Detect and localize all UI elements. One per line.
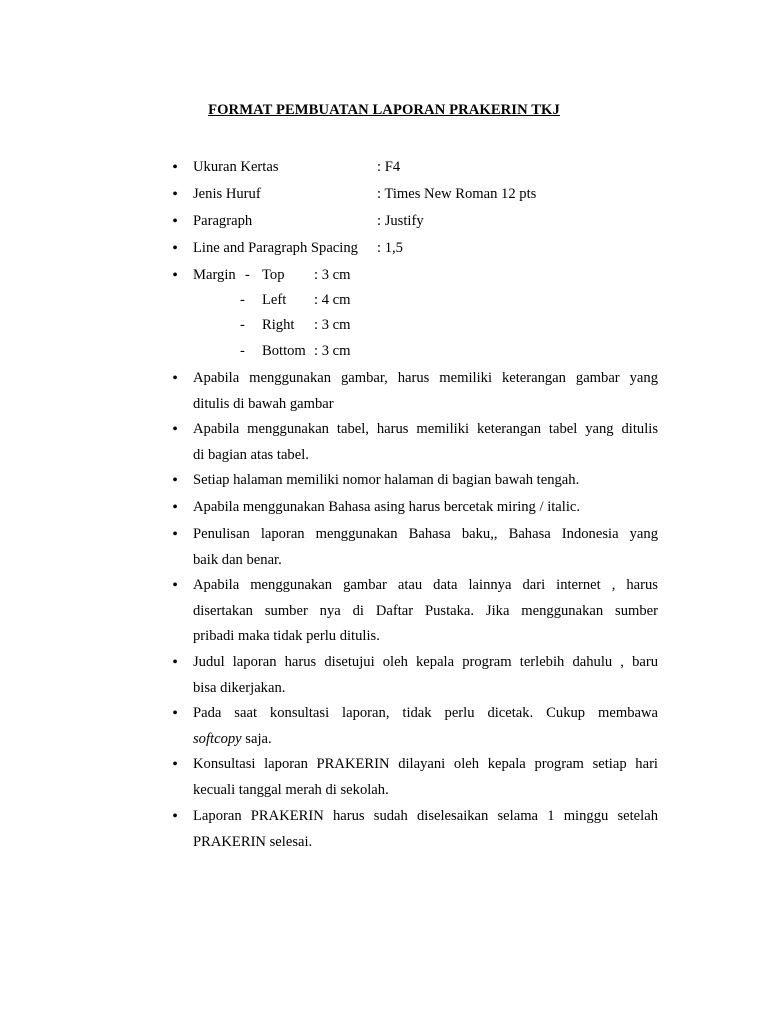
rule-line: Apabila menggunakan tabel, harus memiliki keterangan tabel yang ditulis [193, 421, 658, 437]
rule-text [193, 701, 658, 752]
bullet-icon: • [172, 240, 178, 257]
rule-line [193, 727, 658, 753]
rule-line: Penulisan laporan menggunakan Bahasa baku,, Bahasa Indonesia yang [193, 526, 658, 542]
margin-value: : 4 cm [314, 292, 351, 308]
spec-label: Line and Paragraph Spacing [193, 240, 358, 256]
bullet-icon: • [172, 267, 178, 284]
rule-text [193, 522, 658, 573]
margin-name: Top [262, 267, 285, 283]
bullet-icon: • [172, 577, 178, 594]
margin-name: Bottom [262, 343, 306, 359]
rule-line: Setiap halaman memiliki nomor halaman di bagian bawah tengah. [193, 472, 580, 488]
spec-value: : F4 [377, 159, 401, 175]
bullet-icon: • [172, 499, 178, 516]
bullet-icon: • [172, 526, 178, 543]
rule-text [193, 573, 658, 650]
bullet-icon: • [172, 472, 178, 489]
rule-line: Apabila menggunakan gambar atau data lainnya dari internet , harus [193, 577, 658, 593]
rule-line: pribadi maka tidak perlu ditulis. [193, 628, 380, 644]
document-title: FORMAT PEMBUATAN LAPORAN PRAKERIN TKJ [208, 102, 560, 118]
rule-line: baik dan benar. [193, 551, 282, 568]
bullet-icon: • [172, 370, 178, 387]
rule-line-rest: saja. [241, 730, 272, 747]
bullet-icon: • [172, 186, 178, 203]
bullet-icon: • [172, 421, 178, 438]
rule-line: ditulis di bawah gambar [193, 395, 334, 412]
rule-line: Apabila menggunakan gambar, harus memiliki keterangan gambar yang [193, 370, 658, 386]
spec-value: : 1,5 [377, 240, 403, 256]
margin-name: Left [262, 292, 287, 308]
rule-text [193, 366, 658, 417]
margin-value: : 3 cm [314, 343, 351, 359]
spec-label: Ukuran Kertas [193, 159, 279, 175]
bullet-icon: • [172, 705, 178, 722]
rule-text [193, 417, 658, 468]
rule-text [193, 468, 658, 494]
spec-value: : Justify [377, 213, 424, 229]
rule-italic-word: softcopy [193, 730, 242, 747]
bullet-icon: • [172, 159, 178, 176]
margin-dash: - [240, 292, 245, 308]
rule-text [193, 650, 658, 701]
rule-line: disertakan sumber nya di Daftar Pustaka. Jika menggunakan sumber [193, 602, 658, 619]
rule-line: Apabila menggunakan Bahasa asing harus bercetak miring / italic. [193, 499, 581, 515]
bullet-icon: • [172, 808, 178, 825]
rule-text [193, 752, 658, 803]
bullet-icon: • [172, 756, 178, 773]
rule-text [193, 804, 658, 855]
margin-dash: - [240, 317, 245, 333]
bullet-icon: • [172, 213, 178, 230]
rule-text [193, 495, 658, 521]
margin-value: : 3 cm [314, 317, 351, 333]
rule-line: di bagian atas tabel. [193, 446, 309, 463]
rule-line: Laporan PRAKERIN harus sudah diselesaikan selama 1 minggu setelah [193, 808, 658, 824]
margin-label: Margin [193, 267, 236, 283]
margin-dash: - [245, 267, 250, 283]
spec-value: : Times New Roman 12 pts [377, 186, 537, 202]
margin-dash: - [240, 343, 245, 359]
rule-line: bisa dikerjakan. [193, 679, 286, 696]
rule-line: Judul laporan harus disetujui oleh kepala program terlebih dahulu , baru [193, 654, 658, 670]
rule-line: Pada saat konsultasi laporan, tidak perlu dicetak. Cukup membawa [193, 705, 658, 721]
spec-label: Jenis Huruf [193, 186, 261, 202]
spec-label: Paragraph [193, 213, 253, 229]
bullet-icon: • [172, 654, 178, 671]
margin-value: : 3 cm [314, 267, 351, 283]
rule-line: kecuali tanggal merah di sekolah. [193, 781, 389, 798]
rule-line: Konsultasi laporan PRAKERIN dilayani oleh kepala program setiap hari [193, 756, 658, 772]
rule-line: PRAKERIN selesai. [193, 833, 313, 850]
margin-name: Right [262, 317, 295, 333]
